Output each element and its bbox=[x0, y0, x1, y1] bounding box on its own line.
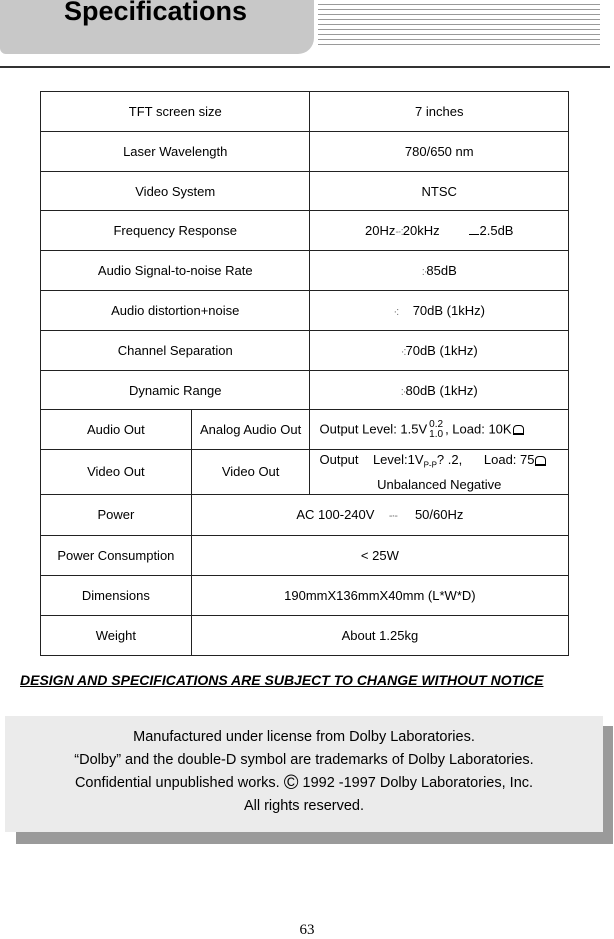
table-row bbox=[41, 211, 569, 251]
spec-label: TFT screen size bbox=[41, 92, 310, 132]
spec-value bbox=[310, 211, 569, 251]
spec-value bbox=[310, 410, 569, 450]
distortion-value: 70dB (1kHz) bbox=[412, 303, 485, 318]
specifications-table bbox=[40, 91, 569, 656]
table-row bbox=[41, 371, 569, 410]
ohm-icon bbox=[513, 425, 524, 435]
header-decorative-lines bbox=[318, 4, 600, 48]
tilde-symbol-icon: -·- bbox=[388, 510, 397, 523]
table-row bbox=[41, 575, 569, 615]
page-title: Specifications bbox=[64, 0, 248, 26]
table-row bbox=[41, 535, 569, 575]
spec-value: About 1.25kg bbox=[191, 615, 568, 655]
video-level: Output Level:1V bbox=[319, 452, 424, 467]
less-equal-icon: ·: bbox=[393, 306, 399, 318]
plus-minus-icon bbox=[469, 224, 479, 235]
table-row bbox=[41, 172, 569, 211]
table-row bbox=[41, 132, 569, 172]
table-row bbox=[41, 291, 569, 331]
dolby-license-box bbox=[5, 716, 603, 832]
video-load: ? .2, Load: 75 bbox=[436, 452, 535, 467]
dolby-line-3a: Confidential unpublished works. bbox=[74, 775, 280, 791]
spec-label: Weight bbox=[41, 615, 192, 655]
power-voltage: AC 100-240V bbox=[296, 507, 375, 523]
spec-value bbox=[310, 371, 569, 410]
spec-label: Dynamic Range bbox=[41, 371, 310, 410]
table-row bbox=[41, 410, 569, 450]
tilde-symbol-icon: -·: bbox=[395, 226, 403, 238]
spec-label: Dimensions bbox=[41, 575, 192, 615]
dolby-line-3 bbox=[5, 772, 603, 795]
spec-sub-label: Analog Audio Out bbox=[191, 410, 310, 450]
spec-value: 780/650 nm bbox=[310, 132, 569, 172]
spec-label: Audio Signal-to-noise Rate bbox=[41, 251, 310, 291]
spec-label: Audio Out bbox=[41, 410, 192, 450]
dynamic-value: 80dB (1kHz) bbox=[405, 382, 478, 398]
spec-value bbox=[191, 494, 568, 535]
dolby-line-2: “Dolby” and the double-D symbol are trademarks of Dolby Laboratories. bbox=[74, 752, 534, 768]
spec-label: Laser Wavelength bbox=[41, 132, 310, 172]
spec-label: Audio distortion+noise bbox=[41, 291, 310, 331]
audio-load: , Load: 10K bbox=[445, 420, 512, 436]
snr-value: 85dB bbox=[426, 263, 457, 278]
header-rule bbox=[0, 66, 610, 68]
freq-from: 20Hz bbox=[364, 223, 396, 238]
greater-equal-icon: :· bbox=[400, 385, 406, 398]
table-row bbox=[41, 450, 569, 495]
freq-tolerance: 2.5dB bbox=[479, 223, 514, 238]
audio-level: Output Level: 1.5V bbox=[319, 420, 428, 436]
video-out-line2: Unbalanced Negative bbox=[377, 476, 502, 492]
copyright-icon: © bbox=[283, 772, 299, 794]
channel-sep-value: 70dB (1kHz) bbox=[405, 343, 478, 358]
greater-equal-icon: :· bbox=[421, 266, 427, 278]
table-row bbox=[41, 251, 569, 291]
table-row bbox=[41, 331, 569, 371]
video-level-sub: P-P bbox=[423, 460, 437, 470]
spec-value: 7 inches bbox=[310, 92, 569, 132]
power-frequency: 50/60Hz bbox=[414, 507, 464, 523]
spec-label: Frequency Response bbox=[41, 211, 310, 251]
spec-value bbox=[310, 251, 569, 291]
dolby-line-4: All rights reserved. bbox=[243, 798, 365, 814]
spec-label: Power Consumption bbox=[41, 535, 192, 575]
frac-top: 0.2 bbox=[429, 418, 444, 430]
spec-value: < 25W bbox=[191, 535, 568, 575]
spec-value: 190mmX136mmX40mm (L*W*D) bbox=[191, 575, 568, 615]
spec-label: Power bbox=[41, 494, 192, 535]
spec-sub-label: Video Out bbox=[191, 450, 310, 495]
dolby-line-3b: 1992 -1997 Dolby Laboratories, Inc. bbox=[302, 775, 534, 791]
change-notice: DESIGN AND SPECIFICATIONS ARE SUBJECT TO CHANGE WITHOUT NOTICE bbox=[20, 672, 544, 688]
tolerance-fraction bbox=[429, 420, 443, 440]
page-number: 63 bbox=[299, 922, 315, 938]
greater-equal-icon: ·: bbox=[400, 346, 406, 358]
spec-value bbox=[310, 291, 569, 331]
table-row bbox=[41, 92, 569, 132]
table-row bbox=[41, 494, 569, 535]
spec-label: Video System bbox=[41, 172, 310, 211]
video-out-line1 bbox=[314, 450, 564, 475]
ohm-icon bbox=[535, 456, 546, 466]
spec-label: Video Out bbox=[41, 450, 192, 495]
dolby-line-1: Manufactured under license from Dolby Laboratories. bbox=[133, 729, 475, 745]
frac-bottom: 1.0 bbox=[429, 428, 444, 440]
spec-value bbox=[310, 450, 569, 495]
table-row bbox=[41, 615, 569, 655]
spec-label: Channel Separation bbox=[41, 331, 310, 371]
spec-value: NTSC bbox=[310, 172, 569, 211]
freq-to: 20kHz bbox=[402, 223, 440, 238]
spec-value bbox=[310, 331, 569, 371]
